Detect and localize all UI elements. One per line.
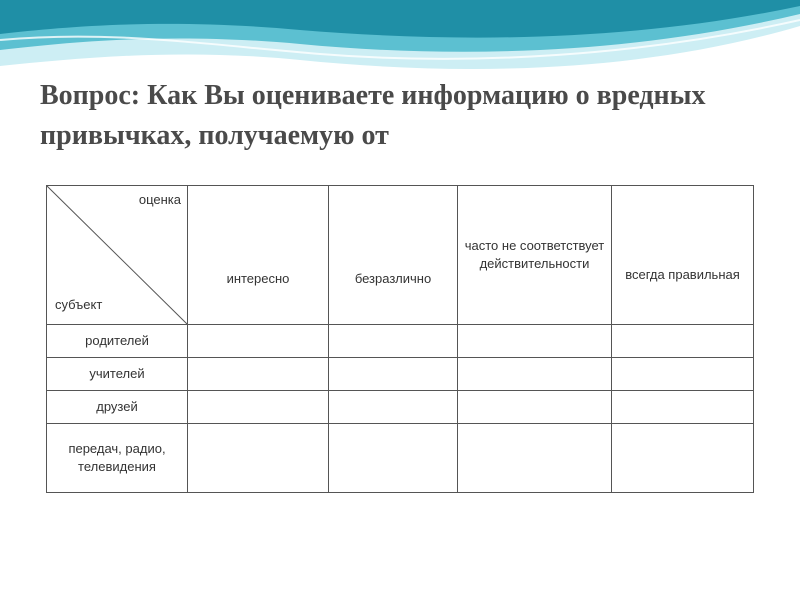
- row-header: друзей: [47, 391, 188, 424]
- table-cell: [329, 424, 458, 493]
- table-cell: [458, 424, 612, 493]
- header-wave-decoration: [0, 0, 800, 80]
- column-header: всегда правильная: [612, 186, 754, 325]
- table-cell: [329, 391, 458, 424]
- table-cell: [612, 424, 754, 493]
- table-cell: [458, 325, 612, 358]
- table-cell: [612, 391, 754, 424]
- slide-title: Вопрос: Как Вы оцениваете информацию о вредных привычках, получаемую от: [40, 80, 706, 151]
- survey-table: [46, 185, 754, 493]
- row-header: передач, радио, телевидения: [47, 424, 188, 493]
- corner-label-assessment: оценка: [138, 192, 181, 207]
- table-cell: [458, 391, 612, 424]
- row-header: родителей: [47, 325, 188, 358]
- table-cell: [188, 325, 329, 358]
- table-cell: [188, 391, 329, 424]
- table-row: [47, 325, 754, 358]
- table-cell: [329, 358, 458, 391]
- corner-cell: [47, 186, 188, 325]
- table-cell: [188, 358, 329, 391]
- header-row: [47, 186, 754, 325]
- table-cell: [458, 358, 612, 391]
- corner-label-subject: субъект: [55, 297, 103, 312]
- table-row: [47, 424, 754, 493]
- table-cell: [612, 358, 754, 391]
- column-header: безразлично: [329, 186, 458, 325]
- table-row: [47, 358, 754, 391]
- table-cell: [612, 325, 754, 358]
- row-header: учителей: [47, 358, 188, 391]
- table-row: [47, 391, 754, 424]
- column-header: интересно: [188, 186, 329, 325]
- table-cell: [329, 325, 458, 358]
- column-header: часто не соответствует действительности: [458, 186, 612, 325]
- table-cell: [188, 424, 329, 493]
